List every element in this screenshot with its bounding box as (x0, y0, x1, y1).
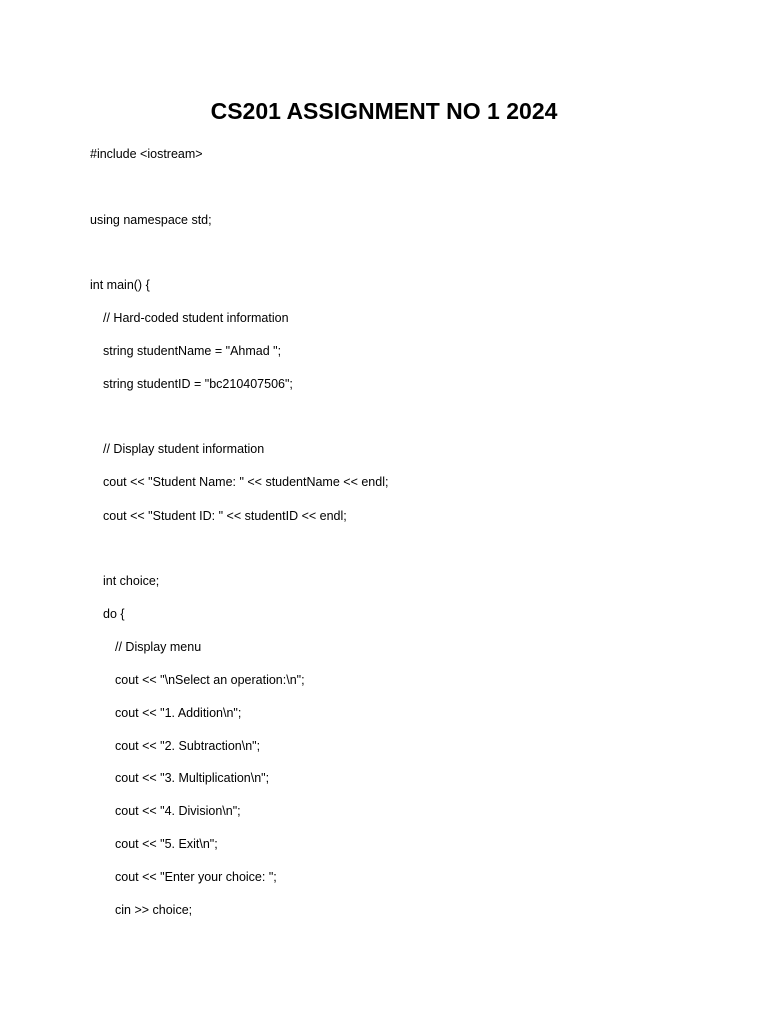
code-line-cout-division: cout << "4. Division\n"; (115, 804, 241, 818)
document-title: CS201 ASSIGNMENT NO 1 2024 (210, 98, 558, 124)
code-line-main: int main() { (90, 278, 150, 292)
code-line-do: do { (103, 607, 125, 621)
code-line-comment-student: // Hard-coded student information (103, 311, 289, 325)
code-line-cout-name: cout << "Student Name: " << studentName << endl; (103, 475, 389, 489)
code-line-student-name: string studentName = "Ahmad "; (103, 344, 282, 358)
code-line-include: #include <iostream> (90, 147, 203, 161)
code-line-student-id: string studentID = "bc210407506"; (103, 377, 293, 391)
code-line-comment-display: // Display student information (103, 442, 265, 456)
code-line-namespace: using namespace std; (90, 213, 212, 227)
code-line-cout-enter-choice: cout << "Enter your choice: "; (115, 870, 277, 884)
code-line-cout-subtraction: cout << "2. Subtraction\n"; (115, 739, 261, 753)
code-line-cout-addition: cout << "1. Addition\n"; (115, 706, 242, 720)
code-line-cout-id: cout << "Student ID: " << studentID << endl; (103, 509, 347, 523)
code-line-cout-select: cout << "\nSelect an operation:\n"; (115, 673, 305, 687)
code-line-cout-multiplication: cout << "3. Multiplication\n"; (115, 771, 270, 785)
code-line-int-choice: int choice; (103, 574, 160, 588)
code-line-cout-exit: cout << "5. Exit\n"; (115, 837, 218, 851)
code-line-cin-choice: cin >> choice; (115, 903, 193, 917)
code-line-comment-menu: // Display menu (115, 640, 202, 654)
